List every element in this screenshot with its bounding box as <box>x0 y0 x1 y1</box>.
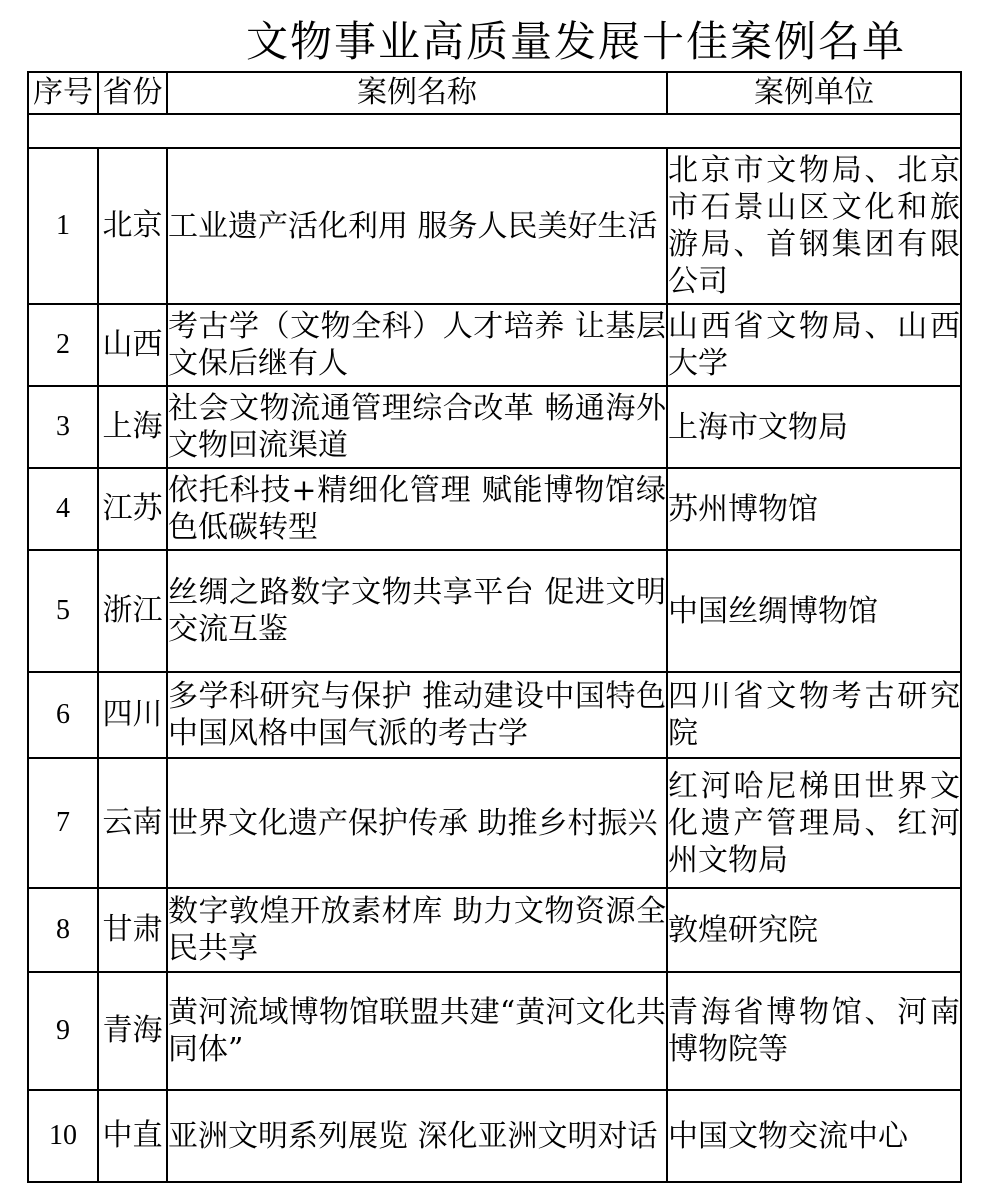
table-row <box>28 888 961 972</box>
row-case-unit: 苏州博物馆 <box>667 468 961 550</box>
row-index: 5 <box>28 550 98 672</box>
header-index: 序号 <box>28 72 98 114</box>
row-case-name: 多学科研究与保护 推动建设中国特色中国风格中国气派的考古学 <box>167 672 667 758</box>
row-index: 7 <box>28 758 98 888</box>
row-case-unit: 敦煌研究院 <box>667 888 961 972</box>
row-case-name: 数字敦煌开放素材库 助力文物资源全民共享 <box>167 888 667 972</box>
row-case-name: 依托科技+精细化管理 赋能博物馆绿色低碳转型 <box>167 468 667 550</box>
row-index: 1 <box>28 148 98 304</box>
row-case-name: 工业遗产活化利用 服务人民美好生活 <box>167 148 667 304</box>
table-row <box>28 758 961 888</box>
header-case-unit: 案例单位 <box>667 72 961 114</box>
table-row <box>28 550 961 672</box>
row-province: 上海 <box>98 386 167 468</box>
page-title: 文物事业高质量发展十佳案例名单 <box>246 17 907 66</box>
table-row <box>28 972 961 1090</box>
row-case-unit: 北京市文物局、北京市石景山区文化和旅游局、首钢集团有限公司 <box>667 148 961 304</box>
row-province: 云南 <box>98 758 167 888</box>
row-index: 9 <box>28 972 98 1090</box>
row-index: 10 <box>28 1090 98 1182</box>
table-row <box>28 672 961 758</box>
row-case-name: 社会文物流通管理综合改革 畅通海外文物回流渠道 <box>167 386 667 468</box>
row-province: 江苏 <box>98 468 167 550</box>
row-province: 山西 <box>98 304 167 386</box>
row-index: 8 <box>28 888 98 972</box>
row-case-name: 黄河流域博物馆联盟共建“黄河文化共同体” <box>167 972 667 1090</box>
row-case-unit: 四川省文物考古研究院 <box>667 672 961 758</box>
row-case-name: 丝绸之路数字文物共享平台 促进文明交流互鉴 <box>167 550 667 672</box>
row-index: 2 <box>28 304 98 386</box>
blank-cell <box>28 114 961 148</box>
row-case-name: 考古学（文物全科）人才培养 让基层文保后继有人 <box>167 304 667 386</box>
row-province: 北京 <box>98 148 167 304</box>
row-case-unit: 山西省文物局、山西大学 <box>667 304 961 386</box>
table-header-row <box>28 72 961 114</box>
table-row <box>28 304 961 386</box>
row-province: 四川 <box>98 672 167 758</box>
row-case-unit: 青海省博物馆、河南博物院等 <box>667 972 961 1090</box>
row-index: 3 <box>28 386 98 468</box>
row-province: 中直 <box>98 1090 167 1182</box>
row-province: 甘肃 <box>98 888 167 972</box>
row-index: 6 <box>28 672 98 758</box>
row-case-unit: 中国文物交流中心 <box>667 1090 961 1182</box>
row-case-unit: 中国丝绸博物馆 <box>667 550 961 672</box>
table-row <box>28 468 961 550</box>
header-province: 省份 <box>98 72 167 114</box>
header-case-name: 案例名称 <box>167 72 667 114</box>
blank-row <box>28 114 961 148</box>
table-row <box>28 1090 961 1182</box>
table-row <box>28 386 961 468</box>
row-case-name: 世界文化遗产保护传承 助推乡村振兴 <box>167 758 667 888</box>
row-index: 4 <box>28 468 98 550</box>
cases-table <box>27 71 962 1183</box>
row-case-unit: 红河哈尼梯田世界文化遗产管理局、红河州文物局 <box>667 758 961 888</box>
row-province: 青海 <box>98 972 167 1090</box>
row-case-name: 亚洲文明系列展览 深化亚洲文明对话 <box>167 1090 667 1182</box>
row-case-unit: 上海市文物局 <box>667 386 961 468</box>
table-row <box>28 148 961 304</box>
row-province: 浙江 <box>98 550 167 672</box>
